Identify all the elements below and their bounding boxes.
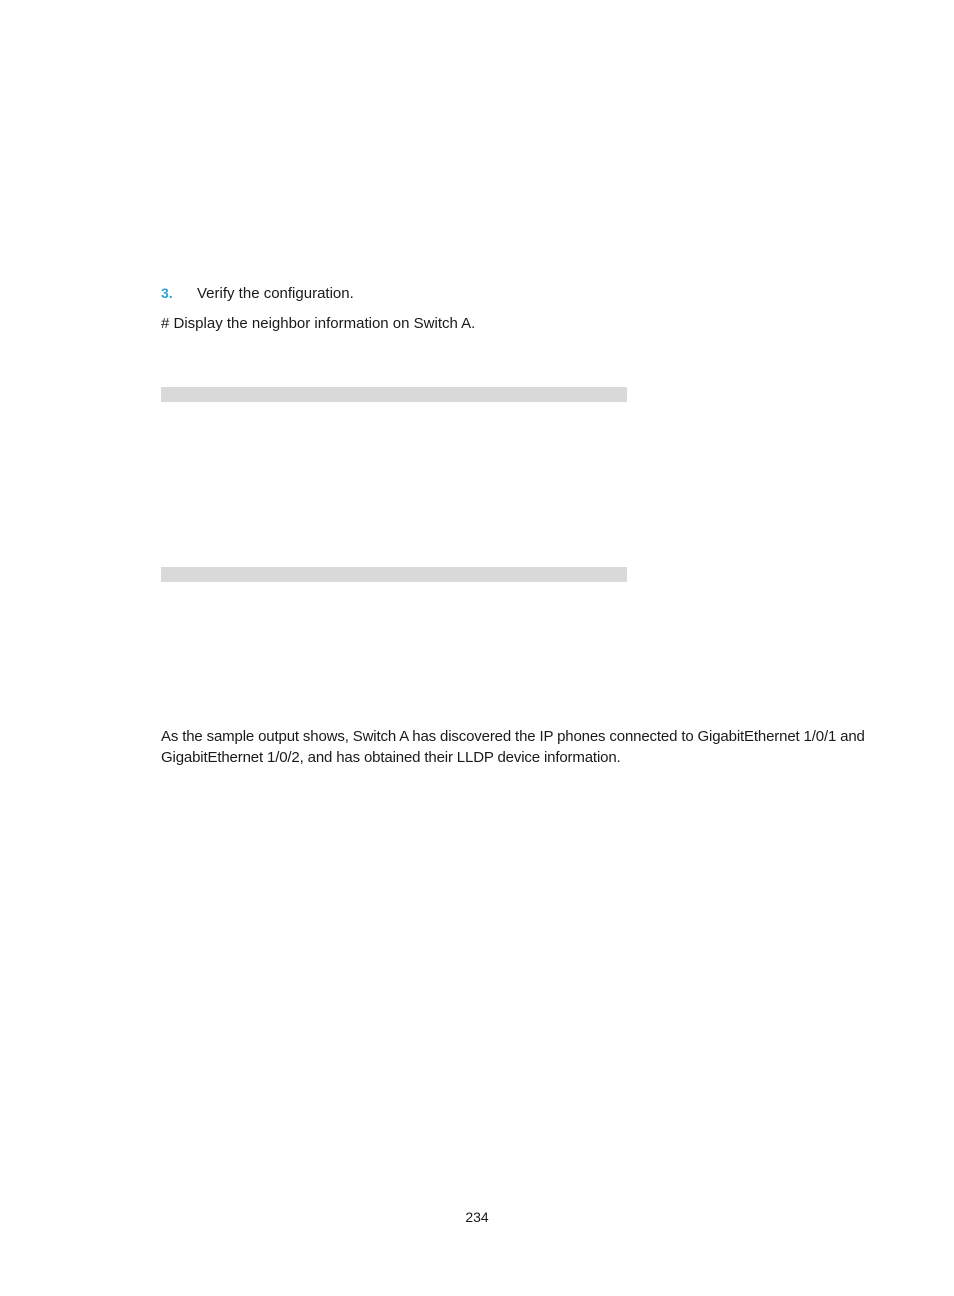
step-3 (161, 283, 354, 304)
command-intro: # Display the neighbor information on Switch A. (161, 315, 476, 332)
code-block-highlight-2 (161, 567, 627, 582)
page-number: 234 (465, 1209, 489, 1225)
summary-paragraph: As the sample output shows, Switch A has discovered the IP phones connected to GigabitEthernet 1/0/1 and GigabitEthernet 1/0/2, and has obtained their LLDP device information. (161, 728, 865, 766)
step-text: Verify the configuration. (197, 285, 354, 302)
step-number: 3. (161, 285, 173, 301)
code-block-highlight-1 (161, 387, 627, 402)
